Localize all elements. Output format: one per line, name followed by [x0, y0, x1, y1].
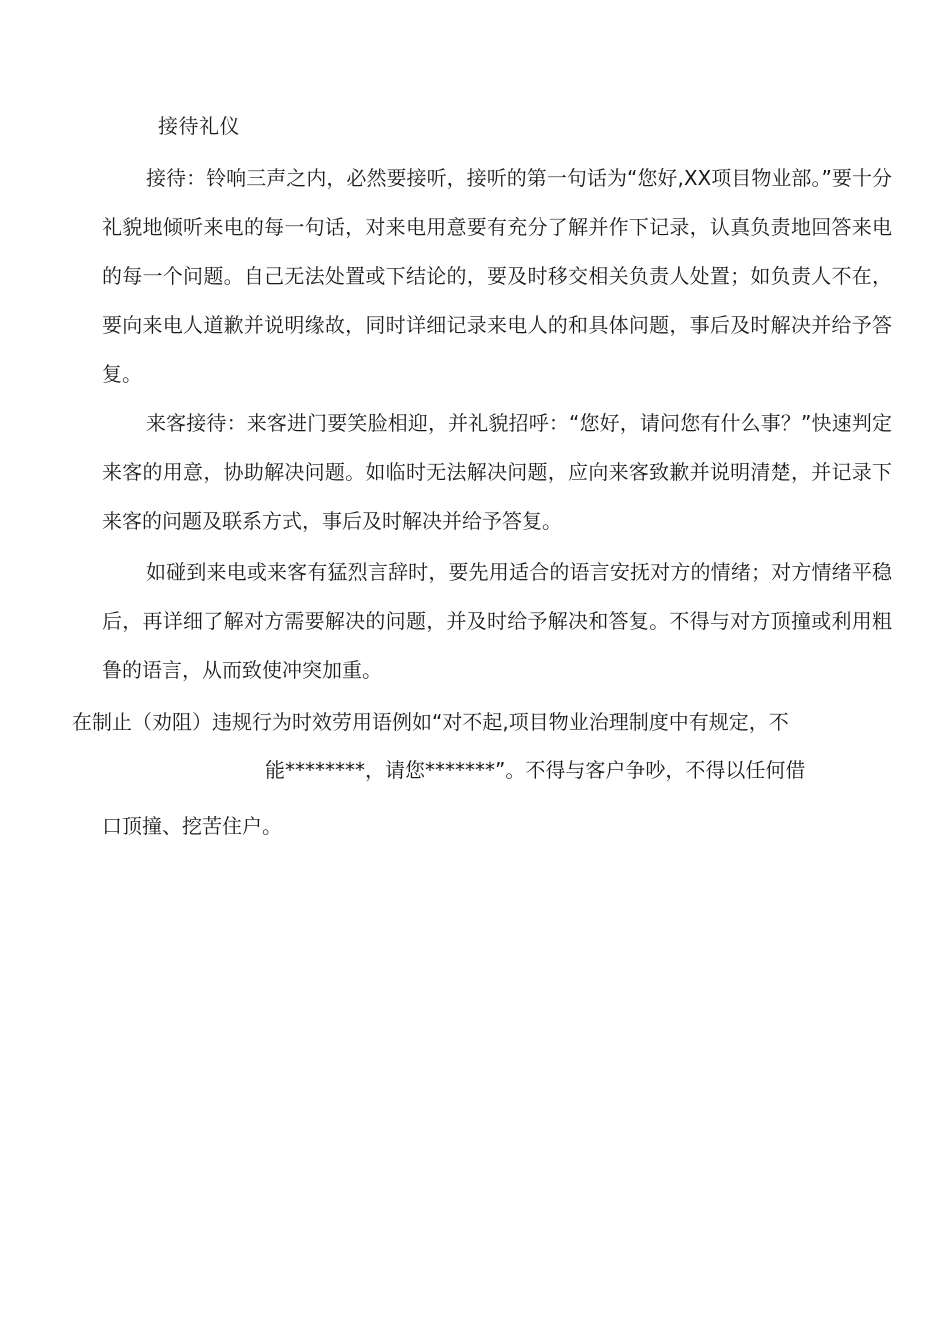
paragraph-stop-violation-line-2: 能********，请您*******”。不得与客户争吵，不得以任何借	[265, 758, 806, 782]
paragraph-phone-reception: 接待：铃响三声之内，必然要接听，接听的第一句话为“您好,XX项目物业部。”要十分礼貌地倾听来电的每一句话，对来电用意要有充分了解并作下记录，认真负责地回答来电的每一个问题。自己无法处置或下结论的，要及时移交相关负责人处置；如负责人不在，要向来电人道歉并说明缘故，同时详细记录来电人的和具体问题，事后及时解决并给予答复。	[102, 166, 892, 386]
paragraph-emotion-handling: 如碰到来电或来客有猛烈言辞时，要先用适合的语言安抚对方的情绪；对方情绪平稳后，再详细了解对方需要解决的问题，并及时给予解决和答复。不得与对方顶撞或利用粗鲁的语言，从而致使冲突加重。	[102, 560, 892, 682]
paragraph-stop-violation-line-3: 口顶撞、挖苦住户。	[102, 814, 282, 838]
paragraph-stop-violation-line-1: 在制止（劝阻）违规行为时效劳用语例如“对不起,项目物业治理制度中有规定，不	[72, 710, 789, 734]
page-title: 接待礼仪	[158, 114, 240, 138]
paragraph-visitor-reception: 来客接待：来客进门要笑脸相迎，并礼貌招呼：“您好，请问您有什么事？”快速判定来客的用意，协助解决问题。如临时无法解决问题，应向来客致歉并说明清楚，并记录下来客的问题及联系方式，事后及时解决并给予答复。	[102, 411, 892, 533]
